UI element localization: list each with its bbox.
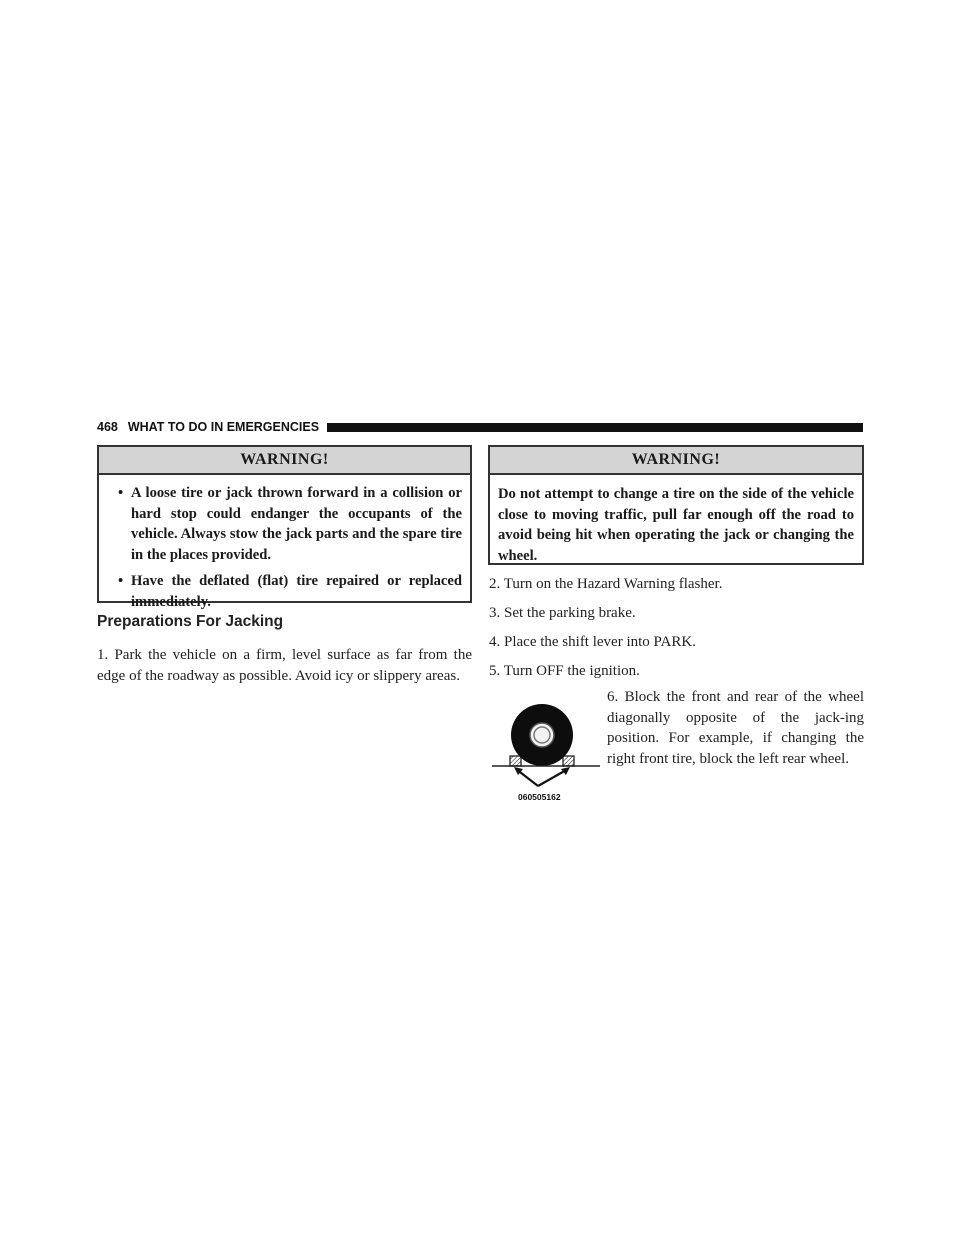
step-6: 6. Block the front and rear of the wheel diagonally opposite of the jack-ing position. For example, if changing the right front tire, block the left rear wheel. [607,689,864,767]
step-3: 3. Set the parking brake. [489,605,636,621]
warning-item: • Have the deflated (flat) tire repaired or replaced immediately. [118,573,462,610]
warning-box-left [97,445,472,610]
step-4: 4. Place the shift lever into PARK. [489,634,696,650]
section-heading: Preparations For Jacking [97,613,284,630]
step-1: 1. Park the vehicle on a firm, level surface as far from the edge of the roadway as possible. Avoid icy or slippery areas. [97,647,472,684]
page-number: 468 [97,420,118,434]
header-rule [327,423,863,432]
warning-item: • A loose tire or jack thrown forward in a collision or hard stop could endanger the occupants of the vehicle. Always stow the jack parts and the spare tire in the places provided. [118,485,462,563]
warning-title: WARNING! [99,447,470,475]
figure-label: 060505162 [518,792,561,802]
section-title: WHAT TO DO IN EMERGENCIES [127,420,320,434]
step-2: 2. Turn on the Hazard Warning flasher. [489,576,723,592]
bullet-icon: • [118,573,124,589]
wheel-chock-diagram-icon [490,690,602,802]
step-5: 5. Turn OFF the ignition. [489,663,640,679]
warning-list [109,483,462,612]
warning-box-right [488,445,864,565]
page-header [97,418,863,436]
warning-body [99,475,470,612]
bullet-icon: • [118,485,124,501]
warning-body: Do not attempt to change a tire on the side of the vehicle close to moving traffic, pull far enough off the road to avoid being hit when operating the jack or changing the wheel. [498,486,854,564]
warning-title: WARNING! [490,447,862,475]
